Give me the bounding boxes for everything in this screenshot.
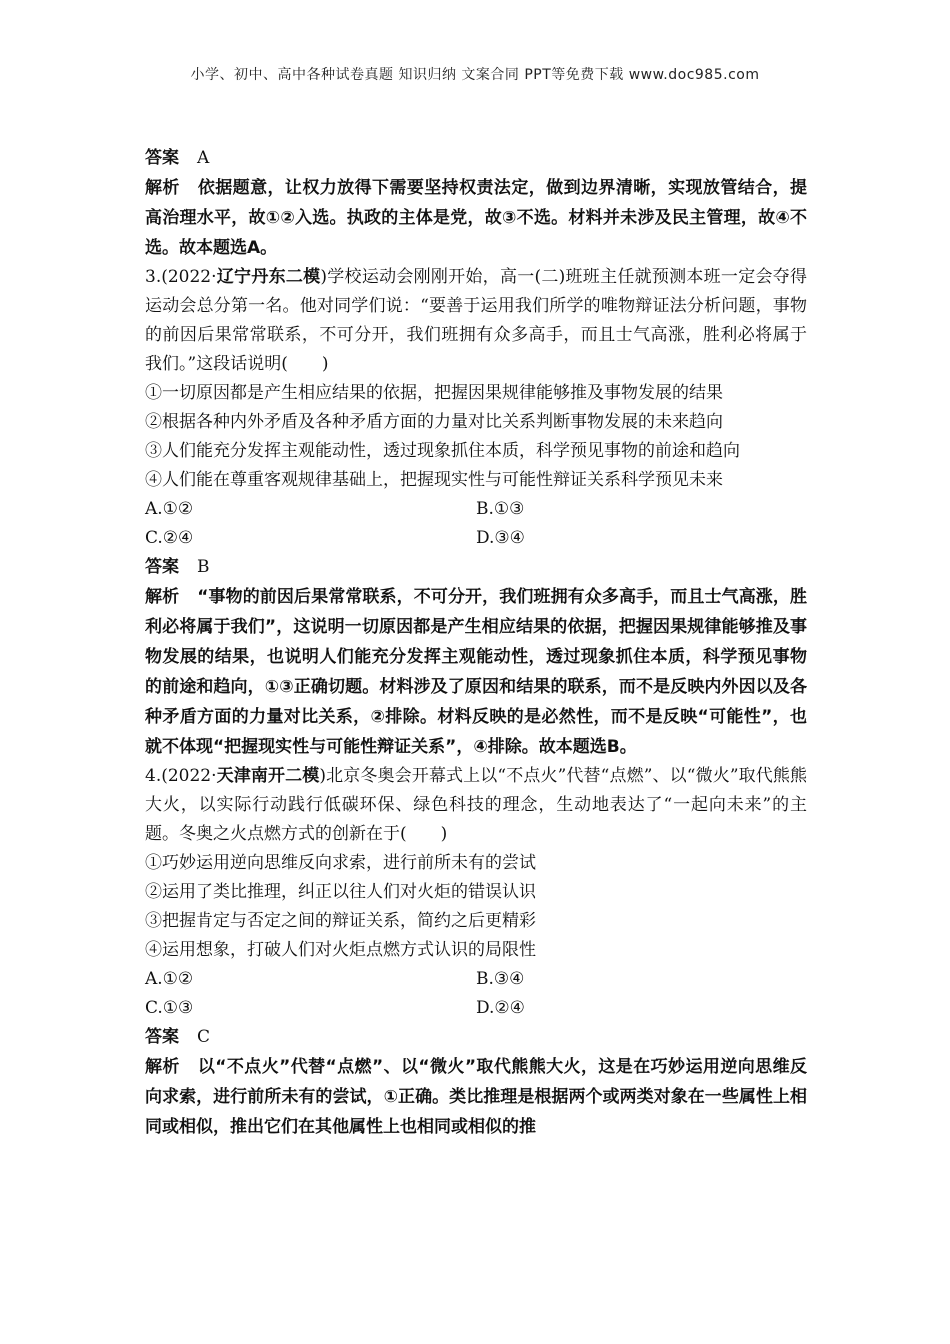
analysis-label: 解析 — [145, 587, 180, 607]
statement-item: ③把握肯定与否定之间的辩证关系，简约之后更精彩 — [145, 911, 536, 931]
document-body — [145, 144, 807, 1142]
analysis-q4 — [145, 1052, 807, 1142]
answer-value: A — [197, 148, 210, 168]
analysis-prev — [145, 173, 807, 263]
statement-item: ①巧妙运用逆向思维反向求索，进行前所未有的尝试 — [145, 853, 536, 873]
question-number: 4.(2022· — [145, 766, 217, 786]
statement-item: ②运用了类比推理，纠正以往人们对火炬的错误认识 — [145, 882, 536, 902]
question-source: 辽宁丹东二模 — [216, 267, 321, 287]
analysis-label: 解析 — [145, 1057, 180, 1077]
statement-item: ②根据各种内外矛盾及各种矛盾方面的力量对比关系判断事物发展的未来趋向 — [145, 412, 723, 432]
option-row — [145, 495, 807, 524]
option-c: C.①③ — [145, 998, 194, 1018]
question-source: 天津南开二模 — [216, 766, 320, 786]
option-d: D.②④ — [476, 998, 525, 1018]
option-a: A.①② — [145, 969, 194, 989]
answer-line-q3 — [145, 553, 807, 582]
page-header: 小学、初中、高中各种试卷真题 知识归纳 文案合同 PPT等免费下载 www.doc985.com — [190, 67, 760, 83]
statement-item: ①一切原因都是产生相应结果的依据，把握因果规律能够推及事物发展的结果 — [145, 383, 723, 403]
answer-line-q4 — [145, 1023, 807, 1052]
answer-line-prev — [145, 144, 807, 173]
option-row — [145, 965, 807, 994]
answer-value: C — [197, 1027, 211, 1047]
option-b: B.①③ — [476, 499, 525, 519]
question-number: 3.(2022· — [145, 267, 217, 287]
statement-item: ③人们能充分发挥主观能动性，透过现象抓住本质，科学预见事物的前途和趋向 — [145, 441, 740, 461]
question-3-stem — [145, 263, 807, 379]
option-b: B.③④ — [476, 969, 525, 989]
option-d: D.③④ — [476, 528, 525, 548]
option-a: A.①② — [145, 499, 194, 519]
question-text: )学校运动会刚刚开始，高一(二)班班主任就预测本班一定会夺得运动会总分第一名。他对同学们说：“要善于运用我们所学的唯物辩证法分析问题，事物的前因后果常常联系，不可分开，我们班拥有众多高手，而且士气高涨，胜利必将属于我们。”这段话说明( ) — [145, 267, 807, 374]
answer-label: 答案 — [145, 148, 179, 168]
option-c: C.②④ — [145, 528, 194, 548]
analysis-text: “事物的前因后果常常联系，不可分开，我们班拥有众多高手，而且士气高涨，胜利必将属于我们”，这说明一切原因都是产生相应结果的依据，把握因果规律能够推及事物发展的结果，也说明人们能充分发挥主观能动性，透过现象抓住本质，科学预见事物的前途和趋向，①③正确切题。材料涉及了原因和结果的联系，而不是反映内外因以及各种矛盾方面的力量对比关系，②排除。材料反映的是必然性，而不是反映“可能性”，也就不体现“把握现实性与可能性辩证关系”，④排除。故本题选B。 — [145, 587, 808, 757]
question-4-stem — [145, 762, 807, 849]
answer-value: B — [197, 557, 210, 577]
option-row — [145, 994, 807, 1023]
analysis-q3 — [145, 582, 807, 762]
statement-item: ④运用想象，打破人们对火炬点燃方式认识的局限性 — [145, 940, 536, 960]
analysis-label: 解析 — [145, 178, 180, 198]
analysis-text: 以“不点火”代替“点燃”、以“微火”取代熊熊大火，这是在巧妙运用逆向思维反向求索，进行前所未有的尝试，①正确。类比推理是根据两个或两类对象在一些属性上相同或相似，推出它们在其他属性上也相同或相似的推 — [145, 1057, 807, 1137]
answer-label: 答案 — [145, 557, 179, 577]
statement-item: ④人们能在尊重客观规律基础上，把握现实性与可能性辩证关系科学预见未来 — [145, 470, 723, 490]
answer-label: 答案 — [145, 1027, 179, 1047]
option-row — [145, 524, 807, 553]
analysis-text: 依据题意，让权力放得下需要坚持权责法定，做到边界清晰，实现放管结合，提高治理水平，故①②入选。执政的主体是党，故③不选。材料并未涉及民主管理，故④不选。故本题选A。 — [145, 178, 808, 258]
question-text: )北京冬奥会开幕式上以“不点火”代替“点燃”、以“微火”取代熊熊大火，以实际行动践行低碳环保、绿色科技的理念，生动地表达了“一起向未来”的主题。冬奥之火点燃方式的创新在于( ) — [145, 766, 808, 844]
